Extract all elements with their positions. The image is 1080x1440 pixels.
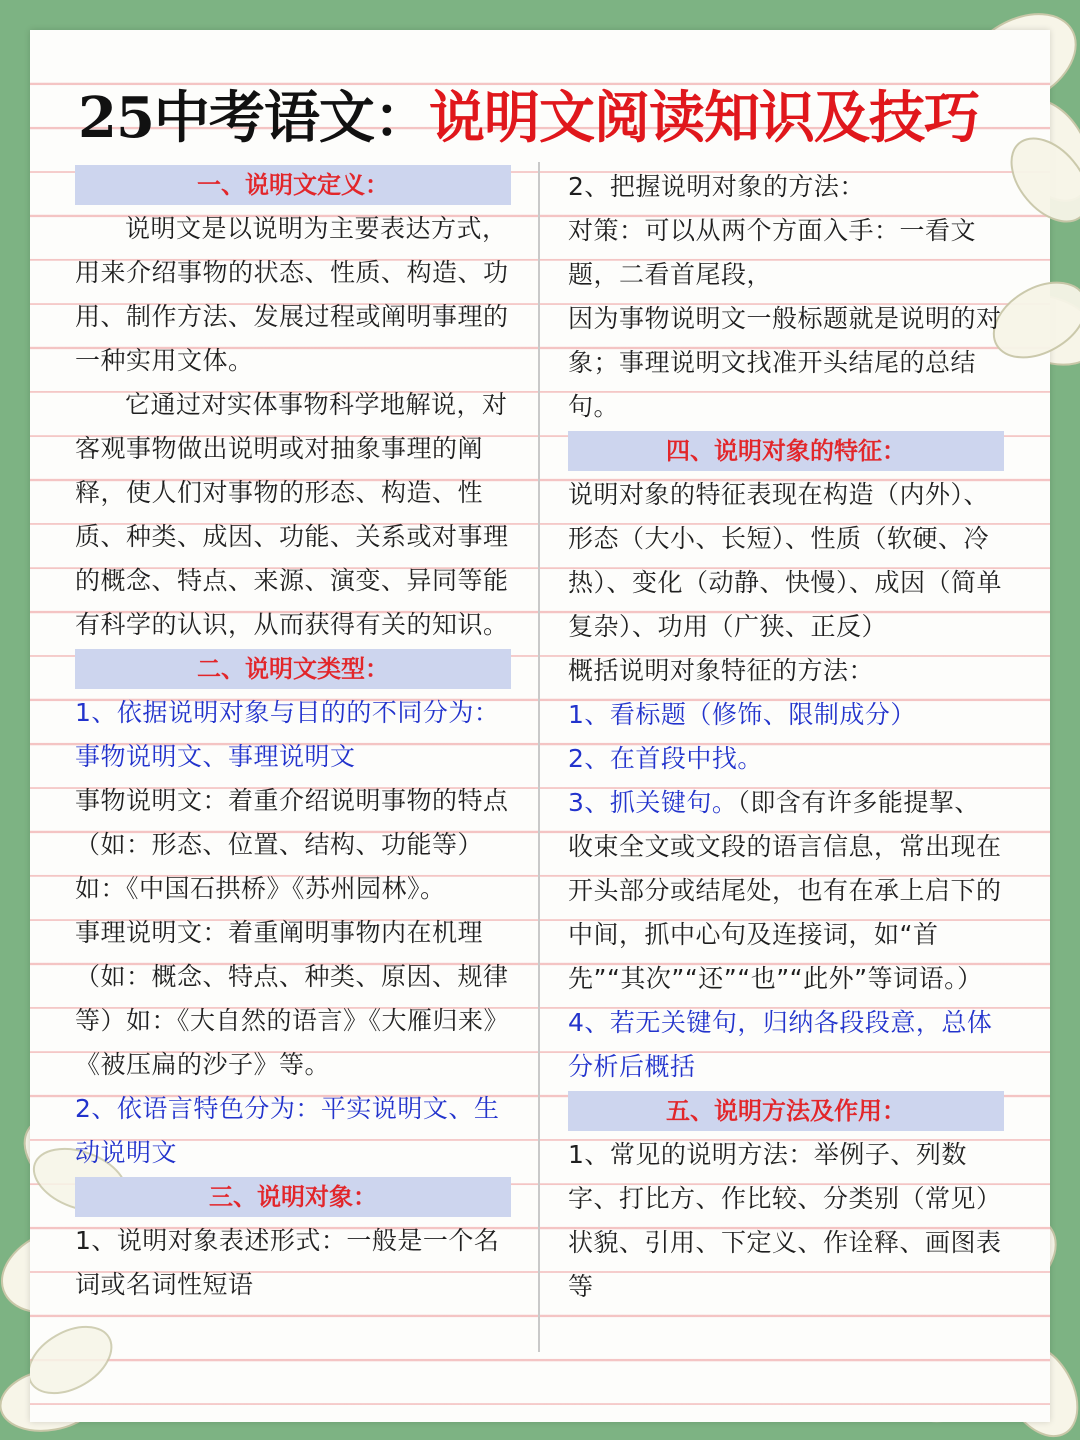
features-method-1: 1、看标题（修饰、限制成分） (568, 700, 916, 729)
object-paragraph-1: 1、说明对象表述形式：一般是一个名词或名词性短语 (75, 1226, 500, 1299)
features-method-3-label: 3、抓关键句。 (568, 788, 738, 817)
object-method-strategy: 对策：可以从两个方面入手：一看文题，二看首尾段， (568, 216, 977, 289)
page-title (78, 78, 1038, 158)
section-heading-definition: 一、说明文定义： (75, 165, 511, 205)
features-method-3-detail: （即含有许多能提挈、收束全文或文段的语言信息，常出现在开头部分或结尾处，也有在承上启下的中间，抓中心句及连接词，如“首先”“其次”“还”“也”“此外”等词语。） (568, 788, 1002, 993)
methods-paragraph-1: 1、常见的说明方法：举例子、列数字、打比方、作比较、分类别（常见）状貌、引用、下定义、作诠释、画图表等 (568, 1140, 1002, 1301)
types-reason-explanation: 事理说明文：着重阐明事物内在机理（如：概念、特点、种类、原因、规律等）如：《大自然的语言》《大雁归来》《被压扁的沙子》等。 (75, 918, 510, 1079)
right-column (568, 165, 1004, 1309)
section-heading-types: 二、说明文类型： (75, 649, 511, 689)
types-point-1: 1、依据说明对象与目的的不同分为：事物说明文、事理说明文 (75, 698, 500, 771)
left-column (75, 163, 511, 1307)
features-method-2: 2、在首段中找。 (568, 744, 763, 773)
features-paragraph-1: 说明对象的特征表现在构造（内外）、形态（大小、长短）、性质（软硬、冷热）、变化（动静、快慢）、成因（简单复杂）、功用（广狭、正反） (568, 480, 1003, 641)
definition-paragraph-1: 说明文是以说明为主要表达方式，用来介绍事物的状态、性质、构造、功用、制作方法、发展过程或阐明事理的一种实用文体。 (75, 214, 509, 375)
types-thing-explanation: 事物说明文：着重介绍说明事物的特点（如：形态、位置、结构、功能等）如：《中国石拱桥》《苏州园林》。 (75, 786, 509, 903)
features-method-3 (568, 781, 1004, 1001)
section-heading-object: 三、说明对象： (75, 1177, 511, 1217)
title-main: 说明文阅读知识及技巧 (428, 85, 979, 151)
column-divider (538, 162, 540, 1352)
title-prefix: 25中考语文： (78, 85, 429, 151)
features-method-heading: 概括说明对象特征的方法： (568, 656, 875, 685)
features-method-4: 4、若无关键句，归纳各段段意，总体分析后概括 (568, 1008, 993, 1081)
object-method-heading: 2、把握说明对象的方法： (568, 172, 865, 201)
types-point-2: 2、依语言特色分为：平实说明文、生动说明文 (75, 1094, 500, 1167)
definition-paragraph-2: 它通过对实体事物科学地解说，对客观事物做出说明或对抽象事理的阐释，使人们对事物的形态、构造、性质、种类、成因、功能、关系或对事理的概念、特点、来源、演变、异同等能有科学的认识，从而获得有关的知识。 (75, 390, 509, 639)
object-method-reason: 因为事物说明文一般标题就是说明的对象；事理说明文找准开头结尾的总结句。 (568, 304, 1002, 421)
section-heading-methods: 五、说明方法及作用： (568, 1091, 1004, 1131)
section-heading-features: 四、说明对象的特征： (568, 431, 1004, 471)
